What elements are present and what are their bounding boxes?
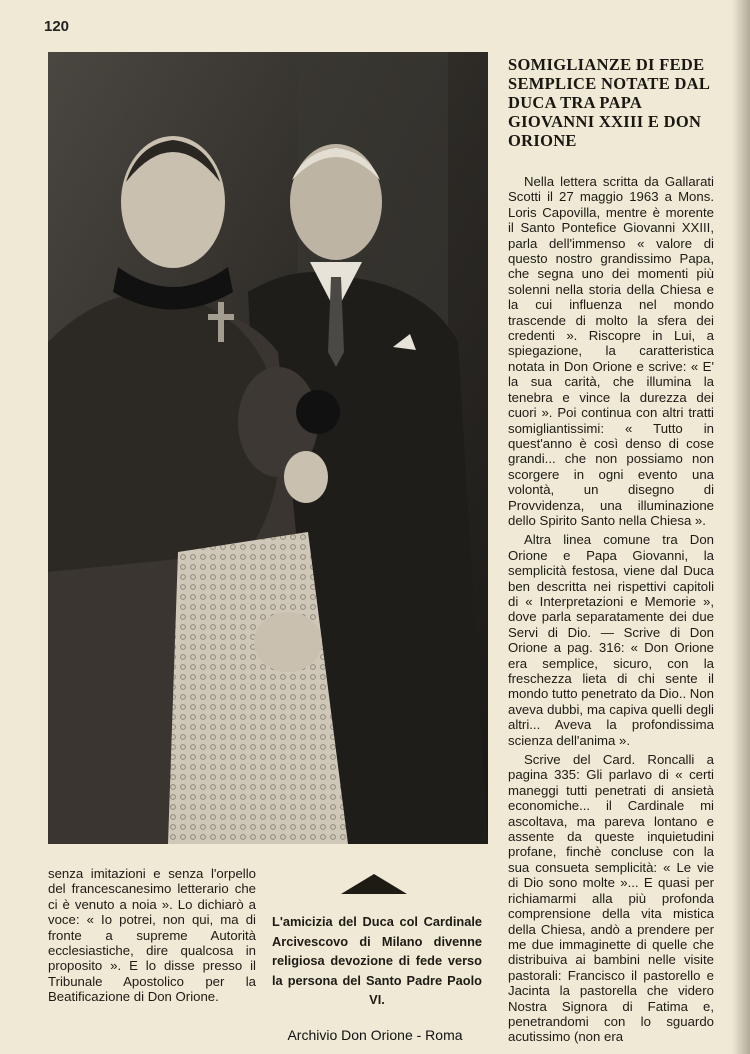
paragraph: senza imitazioni e senza l'orpello del francescanesimo letterario che ci è venuto a noia ». Lo dichiarò a voce: « Io potrei, non qui, ma di fronte a supreme Autorità ecclesiastiche, dire qualcosa in proposito ». E lo disse presso il Tribunale Apostolico per la Beatificazione di Don Orione.: [48, 866, 256, 1005]
article-heading: SOMIGLIANZE DI FEDE SEMPLICE NOTATE DAL DUCA TRA PAPA GIOVANNI XXIII E DON ORIONE: [508, 55, 710, 150]
photo-two-men-icon: [48, 52, 488, 844]
page-edge-shadow: [732, 0, 750, 1054]
right-column: [508, 174, 714, 1049]
photo-caption: L'amicizia del Duca col Cardinale Arcivescovo di Milano divenne religiosa devozione di fede verso la persona del Santo Padre Paolo VI.: [272, 914, 482, 1007]
photo-cardinal-and-duke: [48, 52, 488, 844]
left-column: [48, 866, 256, 1005]
paragraph: Nella lettera scritta da Gallarati Scotti il 27 maggio 1963 a Mons. Loris Capovilla, mentre è morente il Santo Pontefice Giovanni XXIII, parla dell'immenso « valore di questo nostro grandissimo Papa, che segna uno dei momenti più solenni nella storia della Chiesa e la cui influenza nel mondo trascende di molto la sfera dei credenti ». Riscopre in Lui, a spiegazione, la caratteristica notata in Don Orione e scrive: « E' la sua carità, che illumina la tenebra e vince la durezza dei cuori ». Poi continua con altri tratti somigliantissimi: « Tutto in quest'anno è così denso di cose grandi... che non possiamo non scorgere in ogni evento una volontà, un disegno di Provvidenza, una illuminazione dello Spirito Santo nella Chiesa ».: [508, 174, 714, 528]
archive-footer: Archivio Don Orione - Roma: [287, 1027, 463, 1043]
paragraph: Scrive del Card. Roncalli a pagina 335: Gli parlavo di « certi maneggi tutti penetrati di ansietà economiche... il Cardinale mi ascoltava, ma pareva lontano e assente da queste inquietudini profane, finchè concluse con la sua consueta semplicità: « Le vie di Dio sono molte »... E quasi per richiamarmi alla più profonda comprensione della vita mistica della Chiesa, andò a prendere per me due immaginette di quelle che distribuiva ai bambini nelle visite pastorali: Francisco il pastorello e Jacinta la pastorella che videro Nostra Signora di Fatima e, penetrandomi con lo sguardo acutissimo (non era: [508, 752, 714, 1045]
page-number: 120: [44, 18, 70, 35]
paragraph: Altra linea comune tra Don Orione e Papa Giovanni, la semplicità festosa, viene dal Duca ben descritta nei rispettivi capitoli di « Interpretazioni e Memorie », dove parla separatamente dei due Servi di Dio. — Scrive di Don Orione a pag. 316: « Don Orione era semplice, sicuro, con la freschezza lieta di chi sente il mondo tutto penetrato da Dio.. Non aveva dubbi, ma capiva quelli degli altri... Aveva la profondissima scienza dell'anima ».: [508, 532, 715, 748]
caption-arrow-icon: [341, 874, 407, 894]
